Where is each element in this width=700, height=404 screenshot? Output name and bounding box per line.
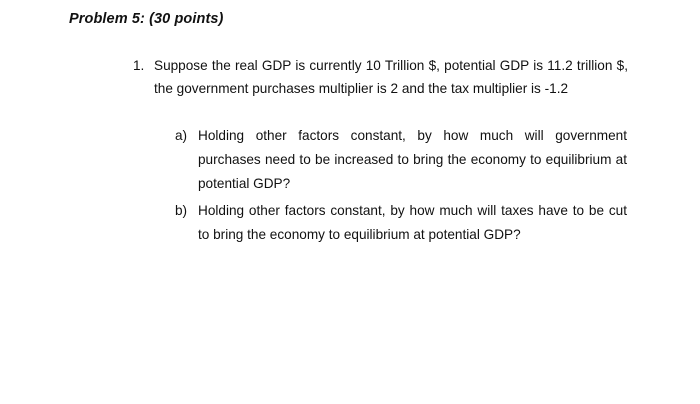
question-number: 1. [133,58,145,73]
question-1 [133,54,628,100]
subquestion-b [175,199,627,247]
subquestion-letter: a) [175,128,188,143]
subquestion-text: Holding other factors constant, by how much will government purchases need to be increased to bring the economy to equilibrium at potential GDP? [198,128,627,191]
subquestion-text: Holding other factors constant, by how much will taxes have to be cut to bring the economy to equilibrium at potential GDP? [198,203,627,242]
subquestion-a [175,124,627,196]
subquestion-letter: b) [175,203,188,218]
problem-title: Problem 5: (30 points) [69,11,224,27]
question-text: Suppose the real GDP is currently 10 Trillion $, potential GDP is 11.2 trillion $, the government purchases multiplier is 2 and the tax multiplier is -1.2 [154,58,628,96]
